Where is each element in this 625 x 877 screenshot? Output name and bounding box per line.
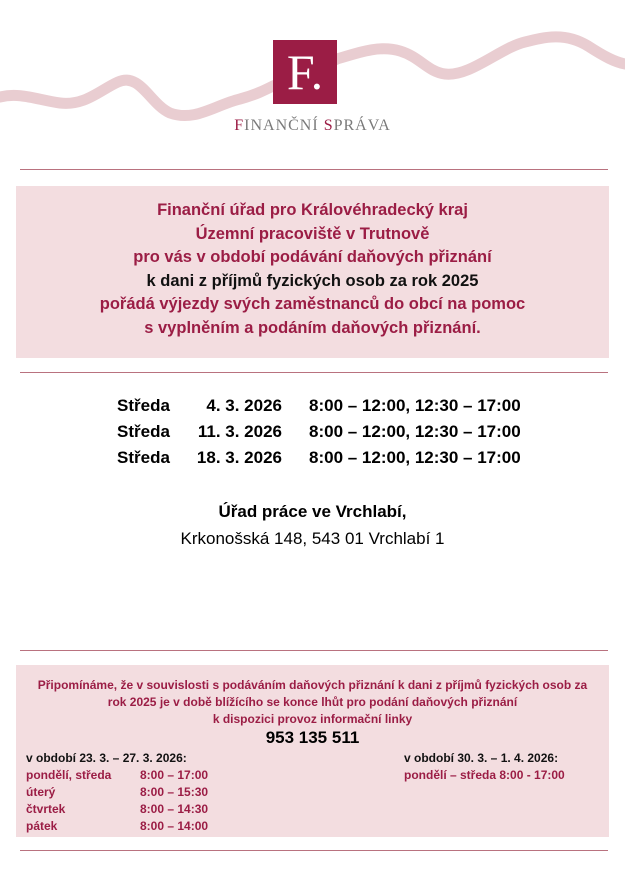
- brand-part-1: INANČNÍ: [244, 117, 324, 134]
- schedule-time: 8:00 – 12:00, 12:30 – 17:00: [309, 396, 521, 415]
- period-1-hours: 8:00 – 17:00: [140, 768, 209, 782]
- info-phone-number: 953 135 511: [265, 728, 360, 747]
- divider-bottom: [20, 850, 608, 851]
- period-1-title: v období 23. 3. – 27. 3. 2026:: [26, 751, 187, 765]
- intro-panel: [16, 186, 609, 358]
- brand-initial-s: S: [323, 117, 334, 134]
- notice-text: [16, 677, 609, 728]
- divider-middle: [20, 372, 608, 373]
- logo-letter: F.: [286, 44, 324, 100]
- divider-top: [20, 169, 608, 170]
- schedule-time: 8:00 – 12:00, 12:30 – 17:00: [309, 448, 521, 467]
- schedule-row: [0, 396, 625, 420]
- schedule-date: 11. 3. 2026: [197, 422, 282, 441]
- schedule-day: Středa: [117, 448, 170, 467]
- period-1-hours: 8:00 – 14:00: [140, 819, 209, 833]
- intro-line-period: pro vás v období podávání daňových přiznání: [133, 248, 492, 266]
- intro-line-help: s vyplněním a podáním daňových přiznání.: [144, 318, 481, 337]
- period-2-title: v období 30. 3. – 1. 4. 2026:: [404, 751, 559, 765]
- notice-line: rok 2025 je v době blížícího se konce lhůt pro podání daňových přiznání: [107, 695, 518, 709]
- schedule-day: Středa: [117, 396, 170, 415]
- venue-name: Úřad práce ve Vrchlabí,: [218, 502, 407, 521]
- intro-line-visits: pořádá výjezdy svých zaměstnanců do obcí na pomoc: [99, 295, 526, 313]
- schedule-date: 4. 3. 2026: [206, 396, 282, 415]
- intro-line-workplace: Územní pracoviště v Trutnově: [195, 224, 430, 243]
- brand-name: [0, 117, 625, 135]
- period-1-hours: 8:00 – 14:30: [140, 802, 209, 816]
- notice-line: Připomínáme, že v souvislosti s podáváním daňových přiznání k dani z příjmů fyzických osob za: [37, 678, 588, 692]
- period-1-days: pátek: [26, 819, 58, 833]
- schedule-row: [0, 448, 625, 472]
- period-2-hours: pondělí – středa 8:00 - 17:00: [404, 768, 565, 782]
- period-1-days: úterý: [26, 785, 56, 799]
- schedule-time: 8:00 – 12:00, 12:30 – 17:00: [309, 422, 521, 441]
- info-line-panel: [16, 665, 609, 837]
- intro-line-tax: k dani z příjmů fyzických osob za rok 2025: [146, 271, 479, 290]
- schedule-day: Středa: [117, 422, 170, 441]
- period-1-days: čtvrtek: [26, 802, 66, 816]
- financni-sprava-logo: [273, 40, 337, 104]
- intro-line-office: Finanční úřad pro Královéhradecký kraj: [157, 201, 468, 219]
- brand-initial-f: F: [234, 117, 245, 134]
- venue-address: Krkonošská 148, 543 01 Vrchlabí 1: [180, 529, 445, 548]
- period-1-days: pondělí, středa: [26, 768, 112, 782]
- divider-lower: [20, 650, 608, 651]
- period-1-hours: 8:00 – 15:30: [140, 785, 209, 799]
- brand-part-2: PRÁVA: [333, 117, 391, 134]
- schedule-row: [0, 422, 625, 446]
- notice-line: k dispozici provoz informační linky: [212, 712, 413, 726]
- schedule-date: 18. 3. 2026: [196, 448, 282, 467]
